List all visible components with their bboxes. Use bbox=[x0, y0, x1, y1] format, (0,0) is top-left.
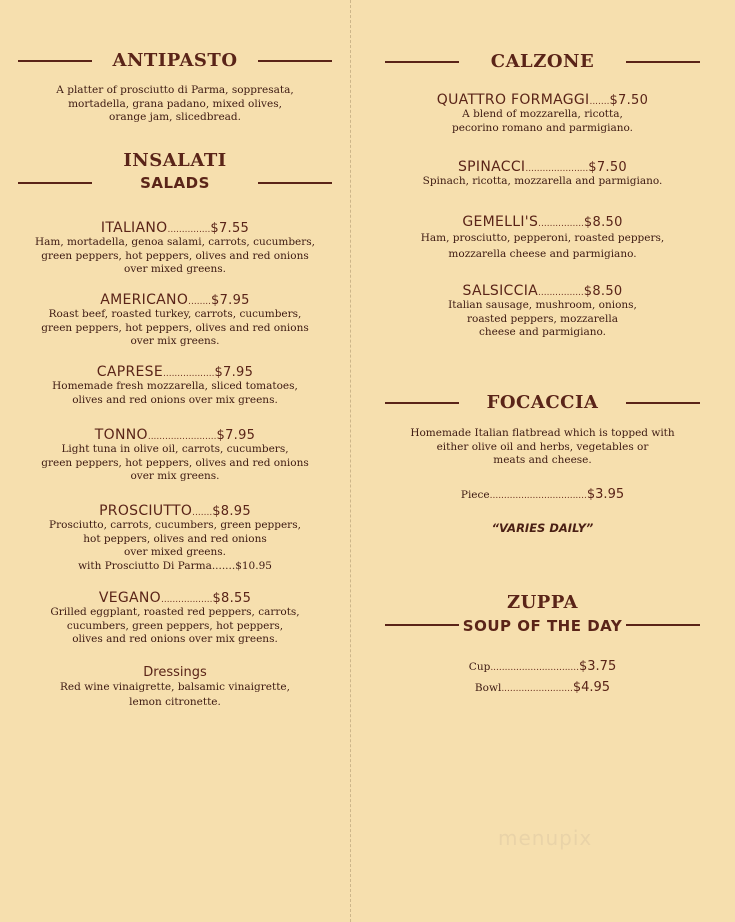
item-dots: ............................... bbox=[490, 663, 579, 673]
antipasto-heading bbox=[18, 50, 332, 71]
section-subtitle-soup: SOUP OF THE DAY bbox=[462, 617, 623, 635]
menupix-watermark: menupix bbox=[498, 826, 593, 850]
item-line bbox=[0, 503, 350, 519]
item-line bbox=[0, 364, 350, 380]
menu-item-gemellis bbox=[385, 214, 700, 262]
item-line bbox=[0, 292, 350, 308]
item-dots: ............... bbox=[167, 225, 211, 235]
menu-item-spinacci bbox=[385, 159, 700, 189]
zuppa-title-group bbox=[459, 592, 626, 635]
item-extra-option: with Prosciutto Di Parma.......$10.95 bbox=[78, 559, 272, 572]
menu-item-italiano bbox=[0, 220, 350, 277]
item-name: AMERICANO bbox=[100, 292, 189, 308]
item-name: SALSICCIA bbox=[462, 283, 538, 299]
menu-item-quattro-formaggi bbox=[385, 92, 700, 135]
price-line bbox=[385, 659, 700, 674]
item-dots: ........ bbox=[188, 297, 212, 307]
item-dots: ....... bbox=[589, 97, 610, 107]
cup-price: $3.75 bbox=[579, 659, 617, 674]
item-line bbox=[0, 590, 350, 606]
item-dots: ........................ bbox=[147, 432, 217, 442]
varies-daily-note: “VARIES DAILY” bbox=[491, 521, 594, 535]
item-line bbox=[0, 220, 350, 236]
zuppa-bowl bbox=[385, 680, 700, 695]
zuppa-heading bbox=[385, 592, 700, 635]
item-desc: Ham, prosciutto, pepperoni, roasted peppers, mozzarella cheese and parmigiano. bbox=[420, 232, 665, 260]
menu-item-prosciutto bbox=[0, 503, 350, 573]
item-dots: ................ bbox=[538, 219, 584, 229]
menu-item-americano bbox=[0, 292, 350, 349]
heading-rule bbox=[385, 624, 459, 626]
item-desc: Prosciutto, carrots, cucumbers, green peppers, hot peppers, olives and red onions over mixed greens. bbox=[49, 519, 301, 558]
item-desc: A blend of mozzarella, ricotta, pecorino romano and parmigiano. bbox=[452, 108, 633, 134]
antipasto-desc: A platter of prosciutto di Parma, soppresata, mortadella, grana padano, mixed olives, orange jam, slicedbread. bbox=[56, 84, 294, 123]
heading-rule bbox=[626, 402, 700, 404]
item-name: TONNO bbox=[94, 427, 148, 443]
focaccia-piece bbox=[385, 487, 700, 502]
item-dots: ...................... bbox=[525, 164, 589, 174]
dressings bbox=[0, 665, 350, 710]
section-title-antipasto: ANTIPASTO bbox=[112, 50, 238, 71]
bowl-price: $4.95 bbox=[572, 680, 611, 695]
item-price: $7.95 bbox=[216, 428, 256, 443]
bowl-label: Bowl bbox=[474, 682, 502, 694]
item-price: $7.50 bbox=[588, 160, 627, 175]
item-desc: Spinach, ricotta, mozzarella and parmigiano. bbox=[422, 175, 663, 187]
section-title-calzone: CALZONE bbox=[490, 51, 595, 72]
piece-price: $3.95 bbox=[586, 487, 625, 502]
price-line bbox=[385, 680, 700, 695]
heading-rule bbox=[258, 182, 332, 184]
menu-item-tonno bbox=[0, 427, 350, 484]
heading-rule bbox=[626, 624, 700, 626]
focaccia-desc: Homemade Italian flatbread which is topped with either olive oil and herbs, vegetables or meats and cheese. bbox=[410, 427, 675, 466]
heading-rule bbox=[385, 61, 459, 63]
item-price: $8.55 bbox=[212, 591, 252, 606]
menu-item-salsiccia bbox=[385, 283, 700, 340]
item-name: ITALIANO bbox=[100, 220, 168, 236]
item-desc: Light tuna in olive oil, carrots, cucumbers, green peppers, hot peppers, olives and red onions over mix greens. bbox=[41, 443, 309, 482]
item-price: $8.50 bbox=[583, 284, 623, 299]
section-title-insalati: INSALATI bbox=[123, 150, 227, 171]
piece-label: Piece bbox=[460, 489, 490, 501]
heading-rule bbox=[258, 60, 332, 62]
item-desc: Ham, mortadella, genoa salami, carrots, cucumbers, green peppers, hot peppers, olives and red onions over mixed greens. bbox=[35, 236, 315, 275]
item-name: VEGANO bbox=[98, 590, 161, 606]
item-dots: ....... bbox=[192, 508, 213, 518]
heading-rule bbox=[18, 182, 92, 184]
menu-item-caprese bbox=[0, 364, 350, 407]
item-price: $8.95 bbox=[212, 504, 251, 519]
item-name: PROSCIUTTO bbox=[99, 503, 193, 519]
item-price: $8.50 bbox=[583, 215, 623, 230]
menu-item-vegano bbox=[0, 590, 350, 647]
item-price: $7.55 bbox=[210, 221, 250, 236]
heading-rule bbox=[626, 61, 700, 63]
antipasto-description bbox=[0, 84, 350, 125]
item-line bbox=[385, 159, 700, 175]
section-subtitle-salads: SALADS bbox=[140, 174, 210, 192]
item-price: $7.50 bbox=[609, 93, 649, 108]
item-desc: Italian sausage, mushroom, onions, roasted peppers, mozzarella cheese and parmigiano. bbox=[448, 299, 637, 338]
item-line bbox=[0, 427, 350, 443]
item-desc: Homemade fresh mozzarella, sliced tomatoes, olives and red onions over mix greens. bbox=[52, 380, 298, 406]
cup-label: Cup bbox=[468, 661, 491, 673]
dressings-desc: Red wine vinaigrette, balsamic vinaigrette, lemon citronette. bbox=[60, 681, 290, 708]
item-line bbox=[385, 92, 700, 108]
calzone-heading bbox=[385, 51, 700, 72]
item-name: GEMELLI'S bbox=[462, 214, 539, 230]
item-line bbox=[385, 283, 700, 299]
focaccia-note bbox=[385, 521, 700, 535]
item-dots: .................. bbox=[162, 369, 215, 379]
zuppa-cup bbox=[385, 659, 700, 674]
section-title-focaccia: FOCACCIA bbox=[486, 392, 599, 413]
focaccia-description bbox=[385, 427, 700, 468]
section-title-zuppa: ZUPPA bbox=[506, 592, 579, 613]
price-line bbox=[385, 487, 700, 502]
item-dots: .................................. bbox=[489, 491, 587, 501]
insalati-heading bbox=[18, 150, 332, 192]
heading-rule bbox=[18, 60, 92, 62]
dressings-title: Dressings bbox=[143, 665, 207, 680]
item-desc: Roast beef, roasted turkey, carrots, cucumbers, green peppers, hot peppers, olives and red onions over mix greens. bbox=[41, 308, 309, 347]
item-name: QUATTRO FORMAGGI bbox=[436, 92, 590, 108]
item-name: CAPRESE bbox=[96, 364, 163, 380]
item-name: SPINACCI bbox=[457, 159, 526, 175]
item-dots: ......................... bbox=[501, 684, 573, 694]
focaccia-heading bbox=[385, 392, 700, 413]
item-line bbox=[385, 214, 700, 230]
insalati-title-group bbox=[92, 150, 258, 192]
item-price: $7.95 bbox=[211, 293, 250, 308]
column-divider bbox=[350, 0, 351, 922]
item-desc: Grilled eggplant, roasted red peppers, carrots, cucumbers, green peppers, hot peppers, olives and red onions over mix greens. bbox=[50, 606, 300, 645]
heading-rule bbox=[385, 402, 459, 404]
item-price: $7.95 bbox=[214, 365, 254, 380]
item-dots: .................. bbox=[160, 595, 213, 605]
item-dots: ................ bbox=[538, 288, 584, 298]
